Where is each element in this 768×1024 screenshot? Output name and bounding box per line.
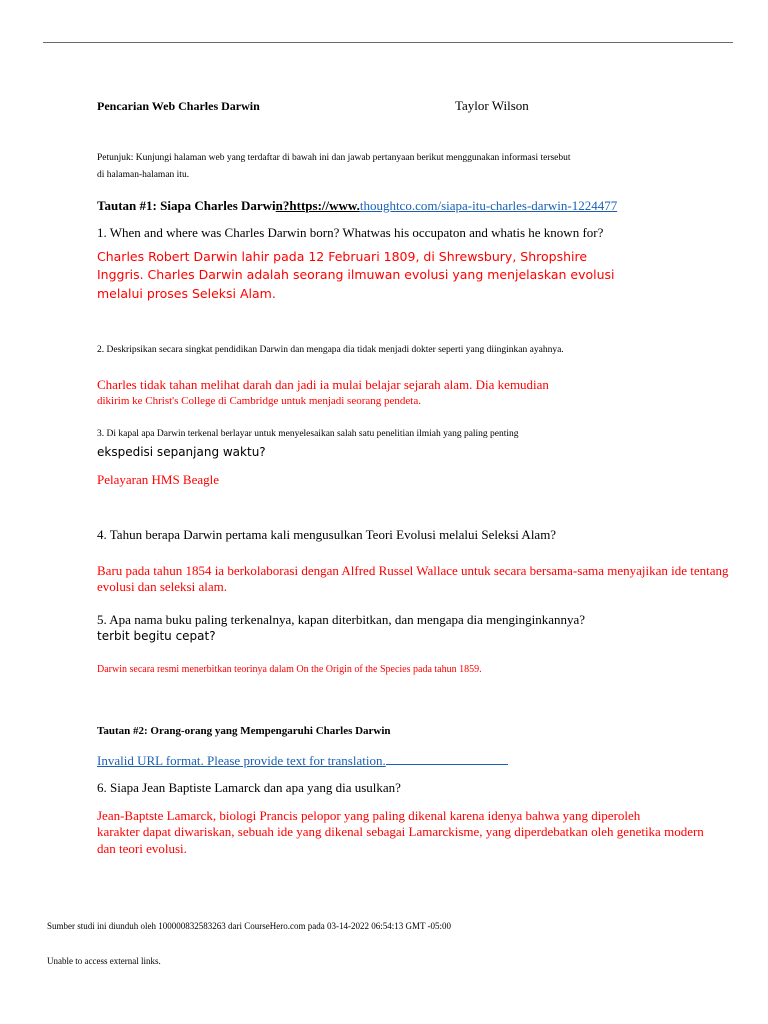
link-2-heading: Tautan #2: Orang-orang yang Mempengaruhi Charles Darwin <box>97 725 391 737</box>
question-5-line-2: terbit begitu cepat? <box>97 629 216 643</box>
question-3-line-1: 3. Di kapal apa Darwin terkenal berlayar untuk menyelesaikan salah satu penelitian ilmiah yang paling penting <box>97 429 519 439</box>
footer-note: Unable to access external links. <box>47 956 161 966</box>
question-5-line-1: 5. Apa nama buku paling terkenalnya, kapan diterbitkan, dan mengapa dia menginginkannya? <box>97 612 586 627</box>
answer-2-line-1: Charles tidak tahan melihat darah dan jadi ia mulai belajar sejarah alam. Dia kemudian <box>97 377 549 392</box>
answer-4-line-2: evolusi dan seleksi alam. <box>97 579 227 594</box>
question-1: 1. When and where was Charles Darwin born? Whatwas his occupaton and whatis he known for? <box>97 225 604 240</box>
answer-1-line-1: Charles Robert Darwin lahir pada 12 Februari 1809, di Shrewsbury, Shropshire <box>97 249 588 264</box>
author-name: Taylor Wilson <box>455 98 529 113</box>
link-2-underline <box>386 754 508 765</box>
link-1-row <box>97 197 617 215</box>
instructions-line-1: Petunjuk: Kunjungi halaman web yang terdaftar di bawah ini dan jawab pertanyaan berikut menggunakan informasi tersebut <box>97 153 571 163</box>
footer-source: Sumber studi ini diunduh oleh 100000832583263 dari CourseHero.com pada 03-14-2022 06:54:13 GMT -05:00 <box>47 921 452 931</box>
link-2-row <box>97 752 508 770</box>
page-title: Pencarian Web Charles Darwin <box>97 99 260 113</box>
answer-4-line-1: Baru pada tahun 1854 ia berkolaborasi dengan Alfred Russel Wallace untuk secara bersama-sama menyajikan ide tentang <box>97 563 729 578</box>
answer-1-line-2: Inggris. Charles Darwin adalah seorang ilmuwan evolusi yang menjelaskan evolusi <box>97 267 615 282</box>
answer-6-line-3: dan teori evolusi. <box>97 841 187 856</box>
answer-5: Darwin secara resmi menerbitkan teorinya dalam On the Origin of the Species pada tahun 1859. <box>97 664 482 675</box>
answer-6-line-1: Jean-Baptste Lamarck, biologi Prancis pelopor yang paling dikenal karena idenya bahwa yang diperoleh <box>97 808 641 823</box>
link-1-heading: Tautan #1: Siapa Charles Darwi <box>97 198 276 213</box>
instructions-line-2: di halaman-halaman itu. <box>97 170 190 180</box>
top-divider <box>43 42 733 43</box>
question-6: 6. Siapa Jean Baptiste Lamarck dan apa yang dia usulkan? <box>97 780 401 795</box>
link-1-url[interactable]: thoughtco.com/siapa-itu-charles-darwin-1224477 <box>359 198 618 213</box>
answer-2-line-2: dikirim ke Christ's College di Cambridge untuk menjadi seorang pendeta. <box>97 395 421 407</box>
answer-1-line-3: melalui proses Seleksi Alam. <box>97 286 276 301</box>
question-4: 4. Tahun berapa Darwin pertama kali mengusulkan Teori Evolusi melalui Seleksi Alam? <box>97 527 557 542</box>
link-1-heading-underlined[interactable]: n?https://www. <box>275 198 360 213</box>
answer-6-line-2: karakter dapat diwariskan, sebuah ide yang dikenal sebagai Lamarckisme, yang diperdebatkan oleh genetika modern <box>97 824 704 839</box>
link-2-url[interactable]: Invalid URL format. Please provide text for translation. <box>97 753 386 768</box>
question-3-line-2: ekspedisi sepanjang waktu? <box>97 445 266 459</box>
answer-3: Pelayaran HMS Beagle <box>97 472 220 487</box>
question-2: 2. Deskripsikan secara singkat pendidikan Darwin dan mengapa dia tidak menjadi dokter seperti yang diinginkan ayahnya. <box>97 345 564 355</box>
